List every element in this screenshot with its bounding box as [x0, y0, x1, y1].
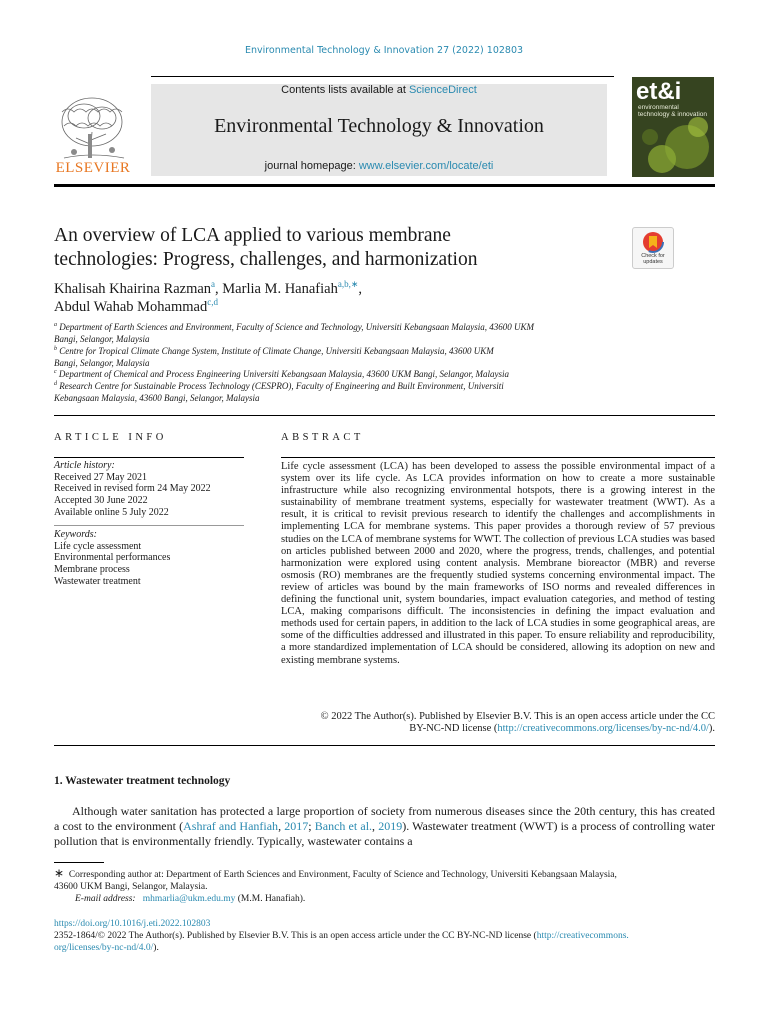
history-item: Accepted 30 June 2022: [54, 495, 148, 507]
title-line-1: An overview of LCA applied to various membrane: [54, 225, 451, 246]
keywords-label: Keywords:: [54, 529, 97, 540]
cover-title: et&i: [636, 78, 682, 105]
article-info-heading: ARTICLE INFO: [54, 432, 167, 443]
divider-below-abstract: [54, 745, 715, 746]
issn-license-line: 2352-1864/© 2022 The Author(s). Published by Elsevier B.V. This is an open access article under the CC BY-NC-ND license (http://creativecommons. org/licenses/by-nc-nd/4.0/).: [54, 931, 629, 953]
section-1-heading: 1. Wastewater treatment technology: [54, 775, 231, 787]
article-title: [54, 224, 614, 272]
footnote-rule: [54, 862, 104, 863]
copyright-line-2: BY-NC-ND license (http://creativecommons.org/licenses/by-nc-nd/4.0/).: [409, 723, 715, 735]
author-line-2: [54, 298, 614, 316]
license-link[interactable]: http://creativecommons.org/licenses/by-nc-nd/4.0/: [497, 723, 709, 735]
section-1-paragraph: Although water sanitation has protected a large proportion of society from numerous diseases since the 20th century, this has created a cost to the environment (Ashraf and Hanfiah, 2017; Banch et al., 2019). Wastewater treatment (WWT) is a process of controlling water pollution that is environmentally friendly. Typically, wastewater contains a: [54, 804, 716, 848]
citation-link[interactable]: 2017: [284, 819, 309, 833]
elsevier-wordmark[interactable]: ELSEVIER: [55, 160, 131, 176]
affiliation-c: $^c$ Department of Chemical and Process Engineering Universiti Kebangsaan Malaysia, 43600 UKM Bangi, Selangor, Malaysia: [54, 369, 510, 379]
abstract-rule: [281, 457, 715, 458]
contents-available-line: [151, 84, 607, 96]
doi-link[interactable]: https://doi.org/10.1016/j.eti.2022.102803: [54, 919, 211, 929]
keyword-item: Membrane process: [54, 564, 130, 576]
header-bottom-rule: [54, 184, 715, 187]
homepage-link[interactable]: www.elsevier.com/locate/eti: [358, 160, 494, 172]
corresponding-author-footnote: ∗ Corresponding author at: Department of Earth Sciences and Environment, Faculty of Science and Technology, Universiti Kebangsaan Malaysia, 43600 UKM Bangi, Selangor, Malaysia. E-mail address: mhmarlia@ukm.edu.my (M.M. Hanafiah).: [54, 866, 617, 904]
check-updates-label: Check for updates: [641, 253, 665, 265]
history-item: Received in revised form 24 May 2022: [54, 483, 211, 495]
email-link[interactable]: mhmarlia@ukm.edu.my: [142, 894, 236, 904]
journal-homepage-line: [151, 160, 607, 172]
homepage-prefix: journal homepage:: [264, 160, 356, 172]
author-razman[interactable]: Khalisah Khairina Razman: [54, 281, 212, 297]
journal-name[interactable]: Environmental Technology & Innovation: [214, 115, 544, 137]
keywords-rule: [54, 525, 244, 526]
author-sup[interactable]: c,d: [207, 297, 218, 308]
citation-link[interactable]: 2019: [378, 819, 403, 833]
keywords-list: [54, 529, 244, 588]
email-label: E-mail address:: [75, 894, 136, 904]
copyright-line-1: © 2022 The Author(s). Published by Elsevier B.V. This is an open access article under the CC: [320, 711, 715, 722]
keyword-item: Environmental performances: [54, 552, 171, 564]
title-line-2: technologies: Progress, challenges, and harmonization: [54, 249, 478, 270]
footnote-star: ∗: [54, 866, 65, 880]
cover-subtitle: environmental technology & innovation: [638, 104, 708, 118]
history-item: Available online 5 July 2022: [54, 506, 169, 518]
check-for-updates-button[interactable]: [632, 227, 674, 269]
author-sup[interactable]: a,b,∗: [337, 279, 359, 290]
contents-prefix: Contents lists available at: [281, 84, 406, 96]
article-history: [54, 460, 244, 519]
affiliation-b: $^b$ Centre for Tropical Climate Change System, Institute of Climate Change, Universiti Kebangsaan Malaysia, 43600 UKM Bangi, Selangor, Malaysia: [54, 346, 494, 368]
author-mohammad[interactable]: Abdul Wahab Mohammad: [54, 299, 208, 315]
journal-citation[interactable]: Environmental Technology & Innovation 27 (2022) 102803: [244, 45, 524, 56]
keyword-item: Wastewater treatment: [54, 575, 141, 587]
license-link[interactable]: http://creativecommons.: [536, 931, 629, 941]
affiliation-d: $^d$ Research Centre for Sustainable Process Technology (CESPRO), Faculty of Engineering and Built Environment, Universiti Kebangsaan Malaysia, 43600 Bangi, Selangor, Malaysia: [54, 381, 504, 403]
abstract-heading: ABSTRACT: [281, 432, 364, 443]
history-label: Article history:: [54, 460, 115, 471]
keyword-item: Life cycle assessment: [54, 540, 142, 552]
author-list: [54, 280, 614, 316]
header-top-rule: [151, 76, 614, 77]
author-sup[interactable]: a: [211, 279, 216, 290]
affiliation-a: $^a$ Department of Earth Sciences and Environment, Faculty of Science and Technology, Universiti Kebangsaan Malaysia, 43600 UKM Bangi, Selangor, Malaysia: [54, 322, 535, 344]
abstract-copyright: [281, 711, 715, 735]
divider-above-info: [54, 415, 715, 416]
article-info-rule: [54, 457, 244, 458]
history-item: Received 27 May 2021: [54, 471, 148, 483]
citation-link[interactable]: Ashraf and Hanfiah: [183, 819, 279, 833]
author-hanafiah[interactable]: , Marlia M. Hanafiah: [215, 281, 338, 297]
author-line-1: Khalisah Khairina Razman$^a$, Marlia M. Hanafiah$^{a,b,∗}$,: [54, 279, 363, 297]
journal-cover-image[interactable]: [632, 77, 714, 177]
citation-link[interactable]: Banch et al.: [314, 819, 373, 833]
bookmark-update-icon: [642, 231, 664, 253]
sciencedirect-link[interactable]: ScienceDirect: [408, 84, 477, 96]
abstract-text: Life cycle assessment (LCA) has been developed to assess the possible environmental impact of a system over its life cycle. As LCA provides information on how to create a more sustainable infrastructure while also recognizing environmental hotspots, there is a growing interest in the sustainability of membrane treatment systems, especially for wastewater treatment (WWT). As a result, it is critical to revisit previous research to identify the challenges and accomplishments in implementing LCA for membrane systems. This paper provides a thorough review of 57 previous studies on the LCA of membrane systems for WWT. The collection of previous LCA studies was based on articles published between 2000 and 2020, where the progress, trends, challenges, and potential harmonization were explored using content analysis. Membrane bioreactor (MBR) and reverse osmosis (RO) membranes are the frequently studied systems concerning environmental impact. The review of articles was bound by the main frameworks of ISO norms and revealed differences in defining the functional unit, system boundaries, impact evaluation categories, and method of testing LCA, making comparisons difficult. The inconsistencies in defining the impact evaluation and methods used for certain papers, in addition to the lack of LCA studies in some geographical areas, are some of the difficulties addressed and illustrated in this paper. To ensure reliability and reproducibility, a more standardized implementation of LCA should be considered, allowing its adoption on new and existing membrane systems.: [281, 461, 715, 666]
license-link[interactable]: org/licenses/by-nc-nd/4.0/: [54, 943, 154, 953]
